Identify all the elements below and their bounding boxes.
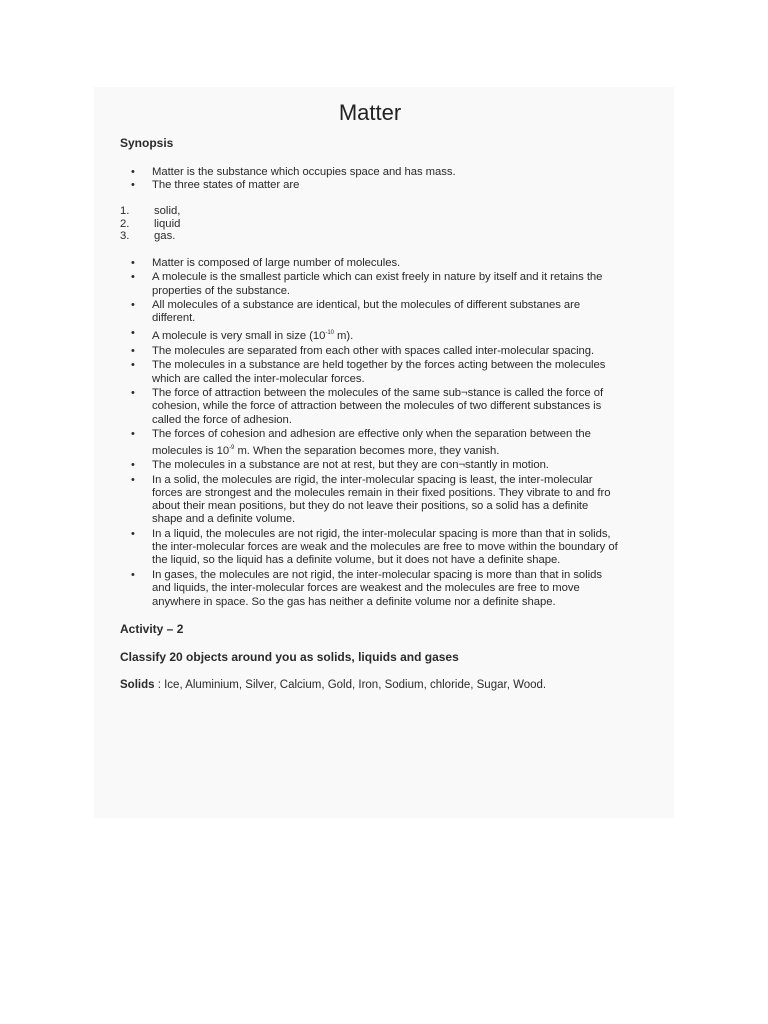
- text-segment: The forces of cohesion and adhesion are effective only when the separation between the molecules is 10: [152, 428, 591, 457]
- list-item: • The molecules are separated from each other with spaces called inter-molecular spacing.: [120, 345, 620, 358]
- text-segment: m).: [333, 329, 354, 342]
- activity-heading: Activity – 2: [120, 621, 184, 636]
- list-item: • In a liquid, the molecules are not rigid, the inter-molecular spacing is more than that in solids, the inter-molecular forces are weak and the molecules are free to move within the boundary of the liquid, so the liquid has a definite volume, but it does not have a definite shape.: [120, 528, 620, 568]
- text-segment: A molecule is very small in size (10: [152, 329, 326, 342]
- solids-label: Solids: [120, 678, 155, 691]
- list-item: [120, 205, 620, 217]
- state-label: gas.: [154, 230, 176, 243]
- list-item: • Matter is composed of large number of molecules.: [120, 257, 620, 270]
- list-item: • The three states of matter are: [120, 179, 620, 192]
- list-item: • In a solid, the molecules are rigid, the inter-molecular spacing is least, the inter-molecular forces are strongest and the molecules remain in their fixed positions. They vibrate to and fro about their mean positions, but they do not leave their positions, so a solid has a definite shape and a definite volume.: [120, 474, 620, 527]
- list-item: [120, 230, 620, 242]
- solids-text: : Ice, Aluminium, Silver, Calcium, Gold, Iron, Sodium, chloride, Sugar, Wood.: [154, 678, 547, 691]
- synopsis-heading: Synopsis: [120, 136, 174, 150]
- document-content: [120, 98, 620, 693]
- list-number: 1.: [120, 205, 130, 218]
- list-item: • All molecules of a substance are identical, but the molecules of different substanes are different.: [120, 299, 620, 325]
- intro-bullet-list: [120, 166, 620, 192]
- list-item: • The force of attraction between the molecules of the same sub¬stance is called the force of cohesion, while the force of attraction between the molecules of two different substances is called the force of adhesion.: [120, 387, 620, 427]
- list-item: • Matter is the substance which occupies space and has mass.: [120, 166, 620, 179]
- list-number: 2.: [120, 217, 130, 230]
- text-segment: m. When the separation becomes more, they vanish.: [234, 444, 500, 457]
- list-item: • The molecules in a substance are held together by the forces acting between the molecules which are called the inter-molecular forces.: [120, 359, 620, 385]
- list-item: [120, 428, 620, 457]
- solids-line: [120, 677, 620, 693]
- list-item: • The molecules in a substance are not at rest, but they are con¬stantly in motion.: [120, 459, 620, 472]
- list-item: • A molecule is the smallest particle which can exist freely in nature by itself and it retains the properties of the substance.: [120, 271, 620, 297]
- classify-heading: Classify 20 objects around you as solids, liquids and gases: [120, 649, 459, 664]
- page-title: Matter: [338, 100, 402, 125]
- exponent: -9: [229, 444, 235, 451]
- list-number: 3.: [120, 230, 130, 243]
- list-item: [120, 327, 620, 343]
- exponent: -10: [325, 330, 334, 337]
- list-item: • In gases, the molecules are not rigid, the inter-molecular spacing is more than that in solids and liquids, the inter-molecular forces are weakest and the molecules are free to move anywhere in space. So the gas has neither a definite volume nor a definite shape.: [120, 569, 620, 609]
- synopsis-bullet-list: [120, 257, 620, 609]
- list-item: [120, 218, 620, 230]
- states-list: [120, 205, 620, 242]
- state-label: solid,: [154, 205, 181, 218]
- state-label: liquid: [154, 217, 181, 230]
